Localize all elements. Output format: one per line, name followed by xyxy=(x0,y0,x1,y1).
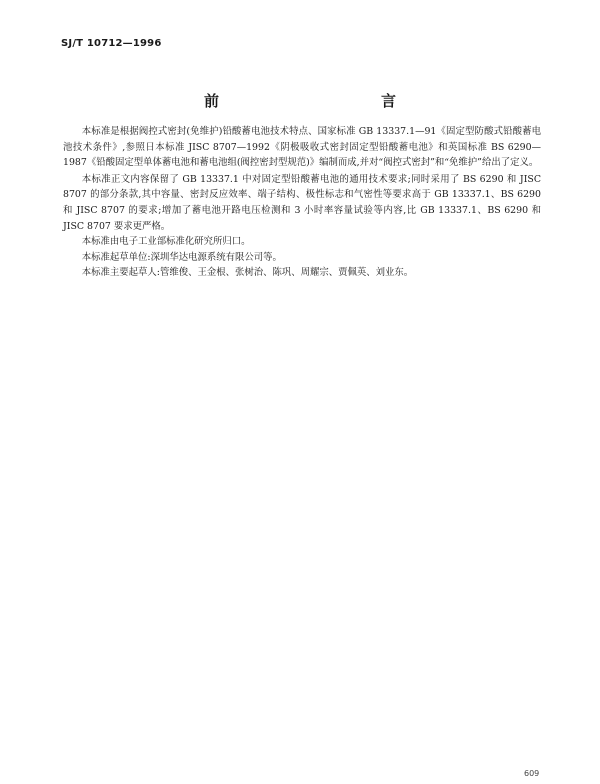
paragraph-basis: 本标准是根据阀控式密封(免维护)铅酸蓄电池技术特点、国家标准 GB 13337.1—91《固定型防酸式铅酸蓄电池技术条件》,参照日本标准 JISC 8707—1992《阴极吸收式密封固定型铅酸蓄电池》和英国标准 BS 6290—1987《铅酸固定型单体蓄电池和蓄电池组(阀控密封型规范)》编制而成,并对“阀控式密封”和“免维护”给出了定义。 xyxy=(63,126,541,169)
paragraph-responsible-unit: 本标准由电子工业部标准化研究所归口。 xyxy=(81,236,251,248)
page-title: 前 言 xyxy=(203,92,440,110)
paragraph-drafters: 本标准主要起草人:管维俊、王金根、张树治、陈巩、周耀宗、贾佩英、刘业东。 xyxy=(81,267,414,279)
paragraph-content: 本标准正文内容保留了 GB 13337.1 中对固定型铅酸蓄电池的通用技术要求;同时采用了 BS 6290 和 JISC 8707 的部分条款,其中容量、密封反应效率、端子结构、极性标志和气密性等要求高于 GB 13337.1、BS 6290 和 JISC 8707 的要求;增加了蓄电池开路电压检测和 3 小时率容量试验等内容,比 GB 13337.1、BS 6290 和 JISC 8707 要求更严格。 xyxy=(63,173,541,232)
standard-number: SJ/T 10712—1996 xyxy=(61,38,162,49)
foreword-body xyxy=(63,124,541,281)
paragraph-drafting-unit: 本标准起草单位:深圳华达电源系统有限公司等。 xyxy=(81,251,282,263)
page-number: 609 xyxy=(524,769,540,778)
